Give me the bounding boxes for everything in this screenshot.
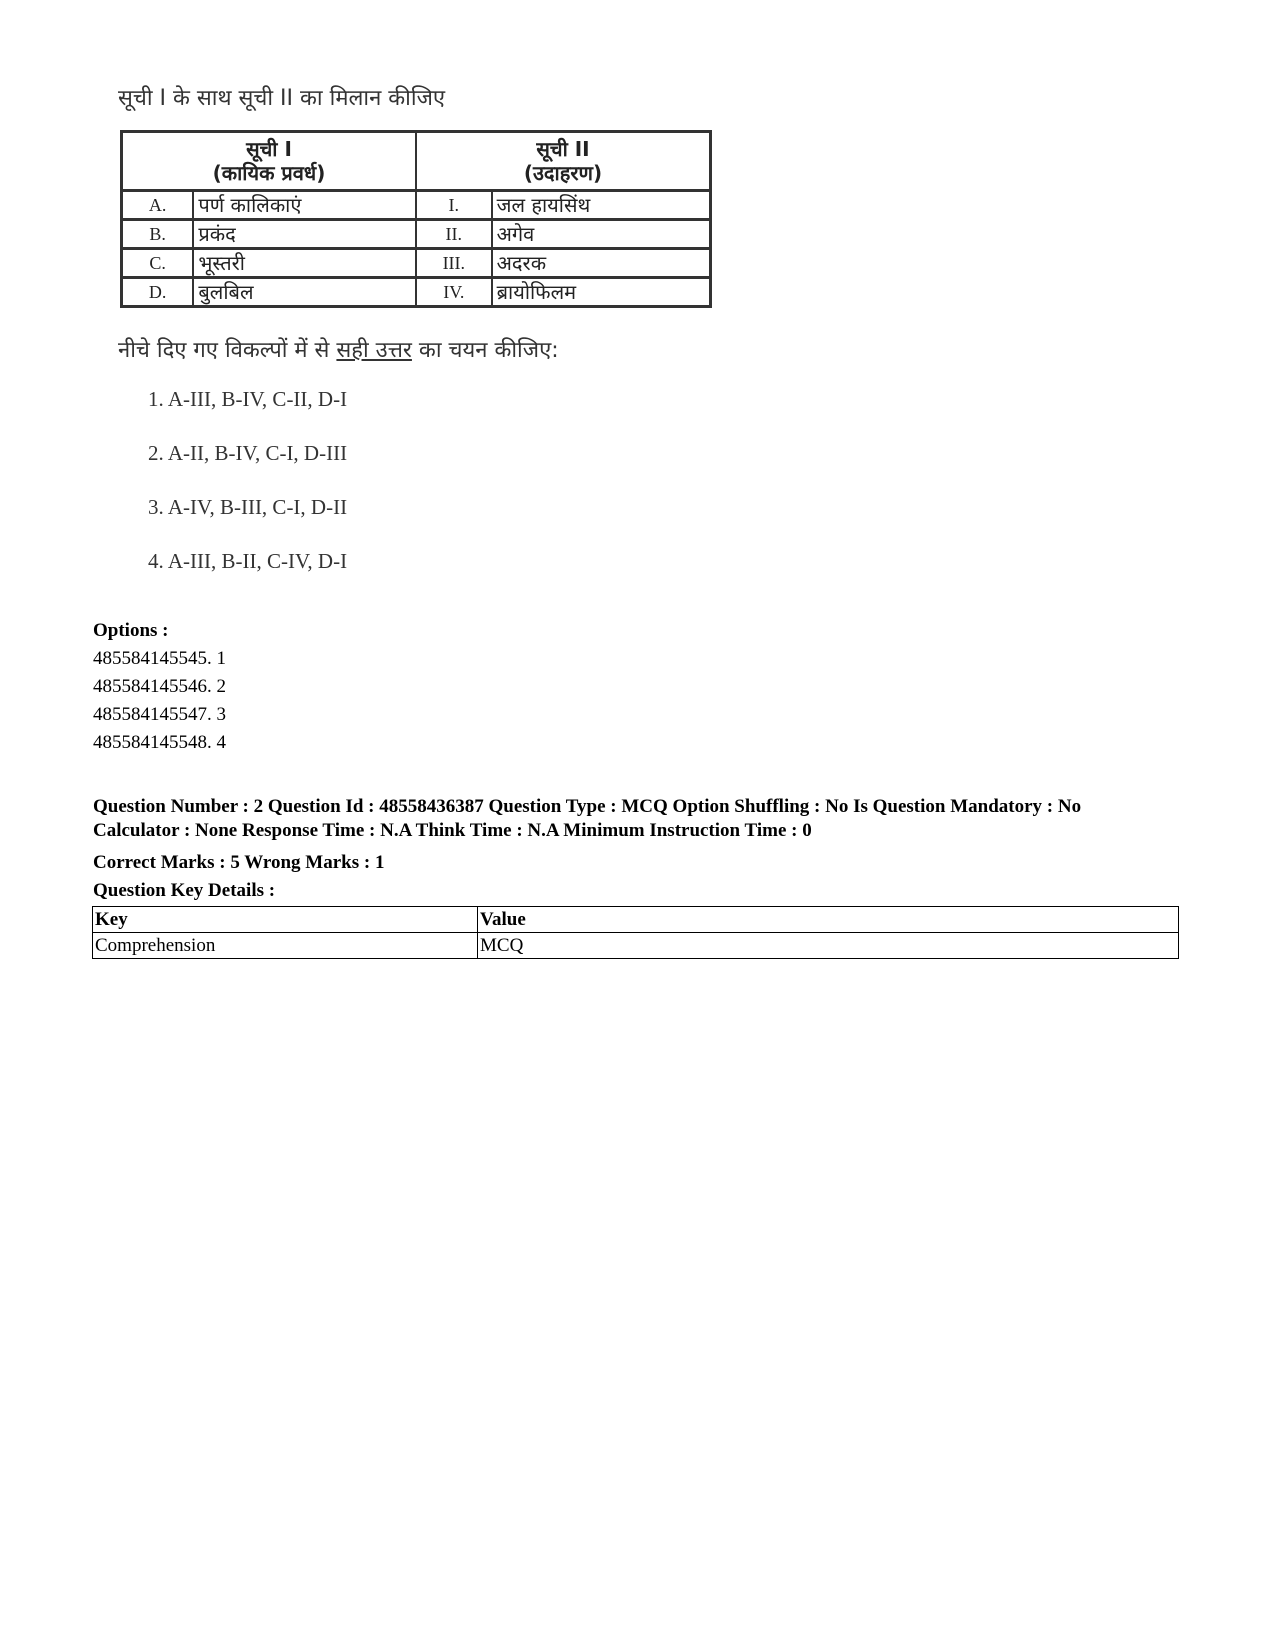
value-column-header: Value (478, 907, 1179, 933)
question-meta (93, 795, 1193, 905)
options-section (93, 620, 1193, 760)
question-meta-line-1: Question Number : 2 Question Id : 48558436387 Question Type : MCQ Option Shuffling : No Is Question Mandatory : No (93, 796, 1082, 817)
match-table-header (122, 132, 711, 191)
list-item: 1. A-III, B-IV, C-II, D-I (148, 387, 348, 411)
option-item: 485584145547. 3 (93, 704, 226, 725)
key-table-header (93, 907, 1179, 933)
table-row: A. पर्ण कालिकाएं I. जल हायसिंथ (122, 191, 711, 220)
choice-list (148, 386, 732, 602)
list-item: 3. A-IV, B-III, C-I, D-II (148, 495, 348, 519)
match-table (120, 130, 712, 308)
list-item: 4. A-III, B-II, C-IV, D-I (148, 549, 348, 573)
option-item: 485584145546. 2 (93, 676, 226, 697)
options-label: Options : (93, 620, 169, 641)
key-cell: Comprehension (93, 933, 478, 959)
value-cell: MCQ (478, 933, 1179, 959)
choice-prompt: नीचे दिए गए विकल्पों में से सही उत्तर का चयन कीजिए: (118, 338, 559, 363)
key-column-header: Key (93, 907, 478, 933)
table-row: B. प्रकंद II. अगेव (122, 220, 711, 249)
option-item: 485584145548. 4 (93, 732, 226, 753)
key-details-table (92, 906, 1179, 959)
table-row: C. भूस्तरी III. अदरक (122, 249, 711, 278)
question-image (112, 82, 732, 602)
table-row (93, 933, 1179, 959)
list-2-header: सूची II (उदाहरण) (416, 132, 711, 191)
list-1-header: सूची I (कायिक प्रवर्ध) (122, 132, 416, 191)
marks-line: Correct Marks : 5 Wrong Marks : 1 (93, 852, 385, 873)
match-instruction: सूची I के साथ सूची II का मिलान कीजिए (118, 86, 446, 111)
key-details-label: Question Key Details : (93, 880, 276, 901)
question-meta-line-2: Calculator : None Response Time : N.A Think Time : N.A Minimum Instruction Time : 0 (93, 820, 812, 841)
table-row: D. बुलबिल IV. ब्रायोफिलम (122, 278, 711, 307)
option-item: 485584145545. 1 (93, 648, 226, 669)
list-item: 2. A-II, B-IV, C-I, D-III (148, 441, 348, 465)
